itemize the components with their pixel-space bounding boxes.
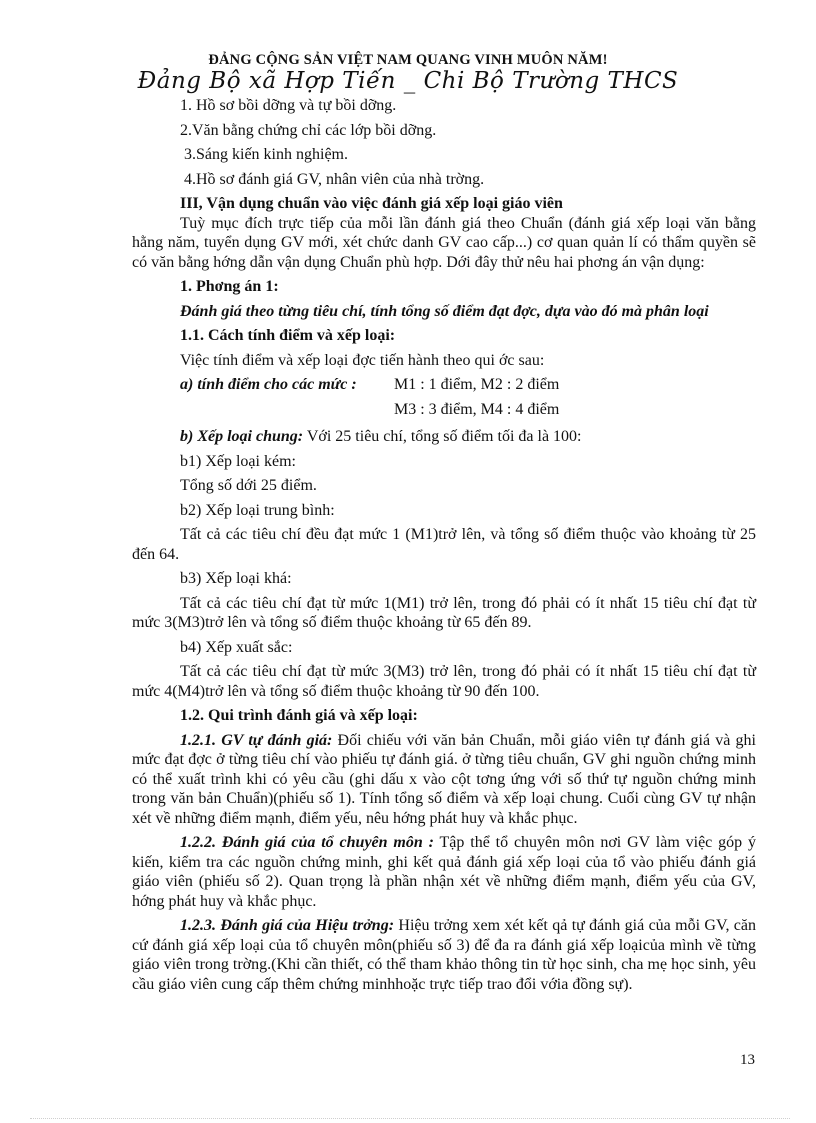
list-item: 2.Văn bằng chứng chỉ các lớp bồi dỡng.	[180, 121, 437, 139]
paragraph: b2) Xếp loại trung bình:	[180, 501, 335, 519]
paragraph: b1) Xếp loại kém:	[180, 452, 296, 470]
footer-divider	[30, 1118, 790, 1119]
subsection-heading: 1.2. Qui trình đánh giá và xếp loại:	[180, 707, 418, 724]
paragraph	[132, 916, 756, 994]
inline-label: 1.2.3. Đánh giá của Hiệu trởng:	[180, 917, 395, 934]
paragraph: Tất cả các tiêu chí đều đạt mức 1 (M1)trở lên, và tổng số điểm thuộc vào khoảng từ 25 đến 64.	[132, 526, 756, 563]
list-item: 1. Hồ sơ bồi dỡng và tự bồi dỡng.	[180, 97, 397, 114]
inline-text: Hiệu trởng xem xét kết qả tự đánh giá của mỗi GV, căn cứ đánh giá xếp loại của tổ chuyên môn(phiếu số 3) để đa ra đánh giá xếp loạicủa mình về từng giáo viên trong trờng.(Khi cần thiết, có thể tham khảo thông tin từ học sinh, cha mẹ học sinh, yêu cầu giáo viên cung cấp thêm chứng minhhoặc trực tiếp trao đổi vớia đồng sự).	[132, 917, 757, 993]
list-item: 3.Sáng kiến kinh nghiệm.	[184, 146, 348, 163]
header-slogan: ĐẢNG CỘNG SẢN VIỆT NAM QUANG VINH MUÔN NĂM!	[208, 52, 608, 68]
inline-text: Với 25 tiêu chí, tổng số điểm tối đa là 100:	[303, 428, 582, 445]
page-number: 13	[740, 1052, 755, 1068]
paragraph: Tất cả các tiêu chí đạt từ mức 3(M3) trở lên, trong đó phải có ít nhất 15 tiêu chí đạt từ mức 4(M4)trở lên và tổng số điểm thuộc khoảng từ 90 đến 100.	[132, 663, 756, 700]
option-subtitle: Đánh giá theo từng tiêu chí, tính tổng số điểm đạt đợc, dựa vào đó mà phân loại	[180, 302, 709, 320]
inline-label: 1.2.1. GV tự đánh giá:	[180, 731, 333, 749]
document-body	[132, 96, 756, 994]
list-item: 4.Hồ sơ đánh giá GV, nhân viên của nhà trờng.	[184, 170, 485, 188]
inline-text: Đối chiếu với văn bản Chuẩn, mỗi giáo viên tự đánh giá và ghi mức đạt đợc ở từng tiêu chí vào phiếu tự đánh giá. ở từng tiêu chuẩn, GV ghi nguồn chứng minh có thể xuất trình khi có yêu cầu (ghi dấu x vào cột tơng ứng với số thứ tự nguồn chứng minh trong văn bản Chuẩn)(phiếu số 1). Tính tổng số điểm và xếp loại chung. Cuối cùng GV tự nhận xét về những điểm mạnh, điểm yếu, nêu hớng phát huy và khắc phục.	[132, 731, 757, 827]
inline-text: Tập thể tổ chuyên môn nơi GV làm việc góp ý kiến, kiểm tra các nguồn chứng minh, ghi kết quả đánh giá xếp loại của tổ vào phiếu đánh giá giáo viên (phiếu số 2). Quan trọng là phần nhận xét về những điểm mạnh, điểm yếu của GV, hớng phát huy và khắc phục.	[132, 834, 756, 910]
paragraph	[132, 731, 756, 829]
score-values: M1 : 1 điểm, M2 : 2 điểm	[394, 376, 560, 393]
score-row	[132, 400, 756, 420]
paragraph: b3) Xếp loại khá:	[180, 570, 292, 587]
inline-label: b) Xếp loại chung:	[180, 428, 304, 445]
section-intro: Tuỳ mục đích trực tiếp của mỗi lần đánh giá theo Chuẩn (đánh giá xếp loại văn bằng hằng năm, tuyển dụng GV mới, xét chức danh GV cao cấp...) cơ quan quản lí có thẩm quyền sẽ có văn bằng hớng dẫn vận dụng Chuẩn phù hợp. Dới đây thử nêu hai phơng án vận dụng:	[132, 214, 756, 271]
header-organization: Đảng Bộ xã Hợp Tiến _ Chi Bộ Trường THCS	[137, 68, 679, 94]
section-heading: III, Vận dụng chuẩn vào việc đánh giá xếp loại giáo viên	[180, 195, 563, 212]
score-label: a) tính điểm cho các mức :	[180, 376, 357, 393]
paragraph: Tất cả các tiêu chí đạt từ mức 1(M1) trở lên, trong đó phải có ít nhất 15 tiêu chí đạt từ mức 3(M3)trở lên và tổng số điểm thuộc khoảng từ 65 đến 89.	[132, 594, 756, 631]
subsection-heading: 1.1. Cách tính điểm và xếp loại:	[180, 327, 396, 344]
paragraph: Tổng số dới 25 điểm.	[180, 477, 317, 494]
option-heading: 1. Phơng án 1:	[180, 278, 279, 295]
paragraph: b4) Xếp xuất sắc:	[180, 638, 293, 656]
paragraph	[132, 427, 756, 447]
paragraph	[132, 833, 756, 911]
paragraph: Việc tính điểm và xếp loại đợc tiến hành theo qui ớc sau:	[180, 351, 545, 369]
score-row	[132, 375, 756, 395]
score-values: M3 : 3 điểm, M4 : 4 điểm	[394, 400, 560, 418]
inline-label: 1.2.2. Đánh giá của tổ chuyên môn :	[180, 834, 434, 851]
